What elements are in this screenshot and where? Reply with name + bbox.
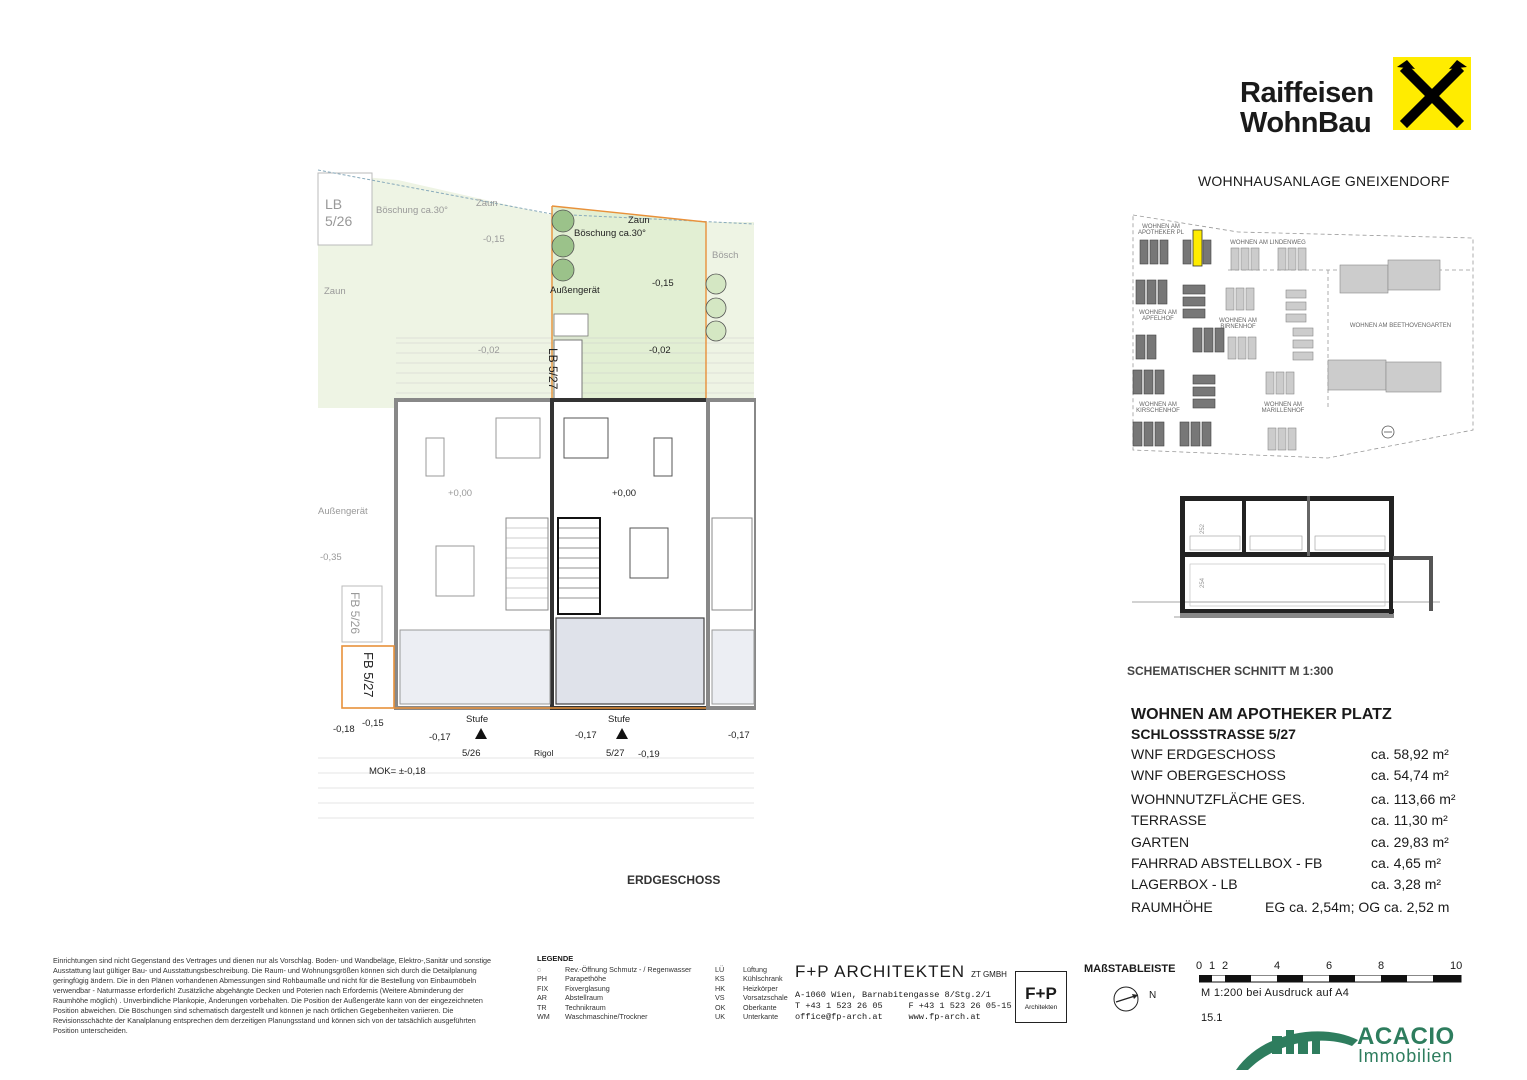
plan-level-017-next: -0,17 bbox=[728, 730, 750, 741]
plan-level-035: -0,35 bbox=[320, 552, 342, 563]
site-label-lindenweg: WOHNEN AM LINDENWEG bbox=[1230, 240, 1306, 246]
legend-row bbox=[537, 974, 788, 983]
scale-tick: 8 bbox=[1378, 960, 1385, 972]
plan-level-015-front: -0,15 bbox=[362, 718, 384, 729]
site-label-marillenhof: WOHNEN AM MARILLENHOF bbox=[1261, 402, 1305, 414]
disclaimer-text: Einrichtungen sind nicht Gegenstand des Vertrages und dienen nur als Vorschlag. Boden- und Wandbeläge, Elektro-,Sanitär und sonstige Ausstattung laut gültiger Bau- und Ausstattungsbeschreibung. Die Raum- und Wohnungsgrößen können sich durch die Detailplanung geringfügig ändern. Die in den Plänen vorhandenen Abmessungen sind Rohbaumaße und nicht für die Bestellung von Einbaumöbeln verwendbar - Naturmasse erforderlich! Zusätzliche abgehängte Decken und Poterien nach Erfordernis (Weitere Abminderung der Raumhöhe möglich) . Unverbindliche Plankopie, Änderungen vorbehalten. Die Position der Außengeräte kann von der eingezeichneten Position abweichen. Die Böschungen sind schematisch dargestellt und können je nach örtlichen Gegebenheiten variieren. Die Revisionsschächte der Kanalplanung entsprechen dem derzeitigen Planungsstand und können sich von der tatsächlich ausgeführten Position unterscheiden. bbox=[53, 956, 492, 1035]
plan-level-526: -0,15 bbox=[483, 234, 505, 245]
legend-title: LEGENDE bbox=[537, 954, 574, 963]
scale-tick: 1 bbox=[1209, 960, 1216, 972]
legend-code: AR bbox=[537, 993, 547, 1003]
schematic-section bbox=[1130, 492, 1440, 637]
legend-desc: Technikraum bbox=[565, 1002, 606, 1012]
section-dim-og: 252 bbox=[1200, 523, 1207, 535]
plan-level-eg-527: +0,00 bbox=[612, 488, 637, 499]
area-value: ca. 58,92 m² bbox=[1371, 746, 1449, 762]
architect-web: office@fp-arch.at www.fp-arch.at bbox=[795, 1012, 981, 1022]
area-label: LAGERBOX - LB bbox=[1131, 876, 1238, 892]
area-label: WNF ERDGESCHOSS bbox=[1131, 746, 1276, 762]
north-label: N bbox=[1149, 990, 1157, 1001]
logo-line1: Raiffeisen bbox=[1240, 77, 1374, 109]
scale-label: MAßSTABLEISTE bbox=[1084, 963, 1176, 975]
area-value: ca. 29,83 m² bbox=[1371, 834, 1449, 850]
legend-desc: Heizkörper bbox=[743, 983, 778, 993]
area-value: ca. 4,65 m² bbox=[1371, 855, 1442, 871]
scale-ticks bbox=[1196, 960, 1466, 974]
plan-level-terrace-527: -0,02 bbox=[649, 345, 671, 356]
area-value: ca. 113,66 m² bbox=[1371, 791, 1456, 807]
logo-line2: WohnBau bbox=[1240, 107, 1372, 139]
raiffeisen-logo-icon bbox=[1393, 57, 1471, 130]
plan-fb-527: FB 5/27 bbox=[361, 652, 376, 698]
legend-desc: Parapethöhe bbox=[565, 974, 607, 984]
legend-code: WM bbox=[537, 1012, 550, 1022]
plan-level-terrace-526: -0,02 bbox=[478, 345, 500, 356]
plan-unit-526: 5/26 bbox=[462, 748, 481, 759]
raiffeisen-logo-text bbox=[1240, 78, 1374, 138]
plan-level-eg-526: +0,00 bbox=[448, 488, 473, 499]
legend-desc: Lüftung bbox=[743, 965, 767, 974]
plan-fb-526: FB 5/26 bbox=[348, 592, 362, 635]
area-row bbox=[1131, 876, 1461, 896]
area-label: WOHNNUTZFLÄCHE GES. bbox=[1131, 791, 1306, 807]
site-label-birnenhof: WOHNEN AM BIRNENHOF bbox=[1219, 318, 1257, 330]
plan-zaun-527: Zaun bbox=[628, 215, 650, 226]
architect-logo-big: F+P bbox=[1025, 984, 1057, 1003]
acacio-name: ACACIO bbox=[1357, 1023, 1455, 1050]
plan-aussengeraet-526: Außengerät bbox=[318, 506, 368, 517]
legend-row bbox=[537, 993, 788, 1002]
legend-row bbox=[537, 984, 788, 993]
area-label: WNF OBERGESCHOSS bbox=[1131, 767, 1286, 783]
plan-boeschung-526: Böschung ca.30° bbox=[376, 205, 448, 216]
legend-code: VS bbox=[715, 993, 725, 1003]
section-caption: SCHEMATISCHER SCHNITT M 1:300 bbox=[1127, 664, 1334, 678]
legend-row bbox=[537, 965, 788, 974]
legend-desc: Oberkante bbox=[743, 1002, 777, 1012]
scale-tick: 4 bbox=[1274, 960, 1281, 972]
scale-tick: 6 bbox=[1326, 960, 1333, 972]
floor-plan bbox=[316, 118, 756, 830]
architect-name bbox=[795, 962, 1007, 982]
floor-label: ERDGESCHOSS bbox=[627, 873, 721, 887]
plan-zaun-top: Zaun bbox=[476, 198, 498, 209]
legend-desc: Rev.-Öffnung Schmutz - / Regenwasser bbox=[565, 965, 692, 974]
unit-title: WOHNEN AM APOTHEKER PLATZ bbox=[1131, 706, 1392, 723]
site-label-beethovengarten: WOHNEN AM BEETHOVENGARTEN bbox=[1349, 323, 1452, 329]
plan-unit-527: 5/27 bbox=[606, 748, 625, 759]
legend-code: KS bbox=[715, 974, 725, 984]
legend-desc: Waschmaschine/Trockner bbox=[565, 1012, 648, 1022]
architect-name-text: F+P ARCHITEKTEN bbox=[795, 962, 966, 981]
area-row bbox=[1131, 746, 1461, 766]
plan-level-018: -0,18 bbox=[333, 724, 355, 735]
plan-zaun-left: Zaun bbox=[324, 286, 346, 297]
area-label: FAHRRAD ABSTELLBOX - FB bbox=[1131, 855, 1323, 871]
legend-desc: Unterkante bbox=[743, 1012, 779, 1022]
legend-desc: Fixverglasung bbox=[565, 983, 610, 993]
area-value: ca. 3,28 m² bbox=[1371, 876, 1442, 892]
plan-stufe-527: Stufe bbox=[608, 714, 631, 725]
legend-code: UK bbox=[715, 1012, 725, 1022]
architect-logo-small: Architekten bbox=[1024, 1004, 1058, 1011]
architect-logo bbox=[1015, 971, 1067, 1023]
plan-rigol: Rigol bbox=[534, 748, 554, 758]
page-number: 15.1 bbox=[1201, 1012, 1223, 1024]
north-arrow-icon bbox=[1112, 984, 1146, 1019]
scale-caption: M 1:200 bei Ausdruck auf A4 bbox=[1201, 987, 1350, 999]
plan-level-019: -0,19 bbox=[638, 749, 660, 760]
plan-mok: MOK= ±-0,18 bbox=[369, 766, 426, 777]
legend-row bbox=[537, 1012, 788, 1021]
area-row bbox=[1131, 767, 1461, 787]
plan-boeschung-527: Böschung ca.30° bbox=[574, 228, 646, 239]
scale-tick: 2 bbox=[1222, 960, 1229, 972]
architect-phone: T +43 1 523 26 05 F +43 1 523 26 05-15 bbox=[795, 1001, 1012, 1011]
raumhoehe-value: EG ca. 2,54m; OG ca. 2,52 m bbox=[1265, 899, 1450, 915]
area-row bbox=[1131, 855, 1461, 875]
site-label-apotheker: WOHNEN AM APOTHEKER PL bbox=[1137, 224, 1184, 236]
legend-row bbox=[537, 1003, 788, 1012]
acacio-logo-icon bbox=[1232, 1018, 1362, 1079]
area-value: ca. 54,74 m² bbox=[1371, 767, 1449, 783]
legend-desc: Vorsatzschale bbox=[743, 993, 788, 1003]
legend-code: ◌ bbox=[537, 965, 542, 974]
legend-code: OK bbox=[715, 1002, 726, 1012]
architect-suffix: ZT GMBH bbox=[971, 970, 1007, 979]
scale-tick: 0 bbox=[1196, 960, 1203, 972]
plan-level-017-527: -0,17 bbox=[575, 730, 597, 741]
legend-desc: Kühlschrank bbox=[743, 974, 783, 984]
legend-code: HK bbox=[715, 983, 725, 993]
plan-level-garden: -0,15 bbox=[652, 278, 674, 289]
area-row bbox=[1131, 812, 1461, 832]
plan-aussengeraet-527: Außengerät bbox=[550, 285, 600, 296]
site-label-kirschenhof: WOHNEN AM KIRSCHENHOF bbox=[1136, 402, 1180, 414]
site-label-apfelhof: WOHNEN AM APFELHOF bbox=[1139, 310, 1177, 322]
area-value: ca. 11,30 m² bbox=[1371, 812, 1448, 828]
area-row bbox=[1131, 834, 1461, 854]
legend-code: PH bbox=[537, 974, 547, 984]
unit-address: SCHLOSSSTRASSE 5/27 bbox=[1131, 726, 1296, 742]
area-label: GARTEN bbox=[1131, 834, 1190, 850]
area-row bbox=[1131, 791, 1461, 811]
section-dim-eg: 254 bbox=[1200, 577, 1207, 589]
project-title: WOHNHAUSANLAGE GNEIXENDORF bbox=[1198, 173, 1450, 189]
legend-code: FIX bbox=[537, 983, 549, 993]
plan-stufe-526: Stufe bbox=[466, 714, 489, 725]
legend bbox=[537, 965, 788, 1021]
acacio-subtitle: Immobilien bbox=[1358, 1046, 1454, 1066]
plan-lb-527: LB 5/27 bbox=[546, 348, 560, 390]
raumhoehe-label: RAUMHÖHE bbox=[1131, 899, 1213, 915]
plan-boeschung-short: Bösch bbox=[712, 250, 739, 261]
architect-address: A-1060 Wien, Barnabitengasse 8/Stg.2/1 bbox=[795, 990, 991, 1000]
area-label: TERRASSE bbox=[1131, 812, 1207, 828]
plan-level-017-526: -0,17 bbox=[429, 732, 451, 743]
scale-tick: 10 bbox=[1450, 960, 1463, 972]
legend-desc: Abstellraum bbox=[565, 993, 603, 1003]
architect-contact bbox=[795, 990, 1012, 1023]
plan-lb-526: LB 5/26 bbox=[325, 196, 353, 229]
legend-code: TR bbox=[537, 1002, 547, 1012]
site-plan bbox=[1128, 210, 1478, 475]
legend-code: LÜ bbox=[715, 965, 725, 974]
